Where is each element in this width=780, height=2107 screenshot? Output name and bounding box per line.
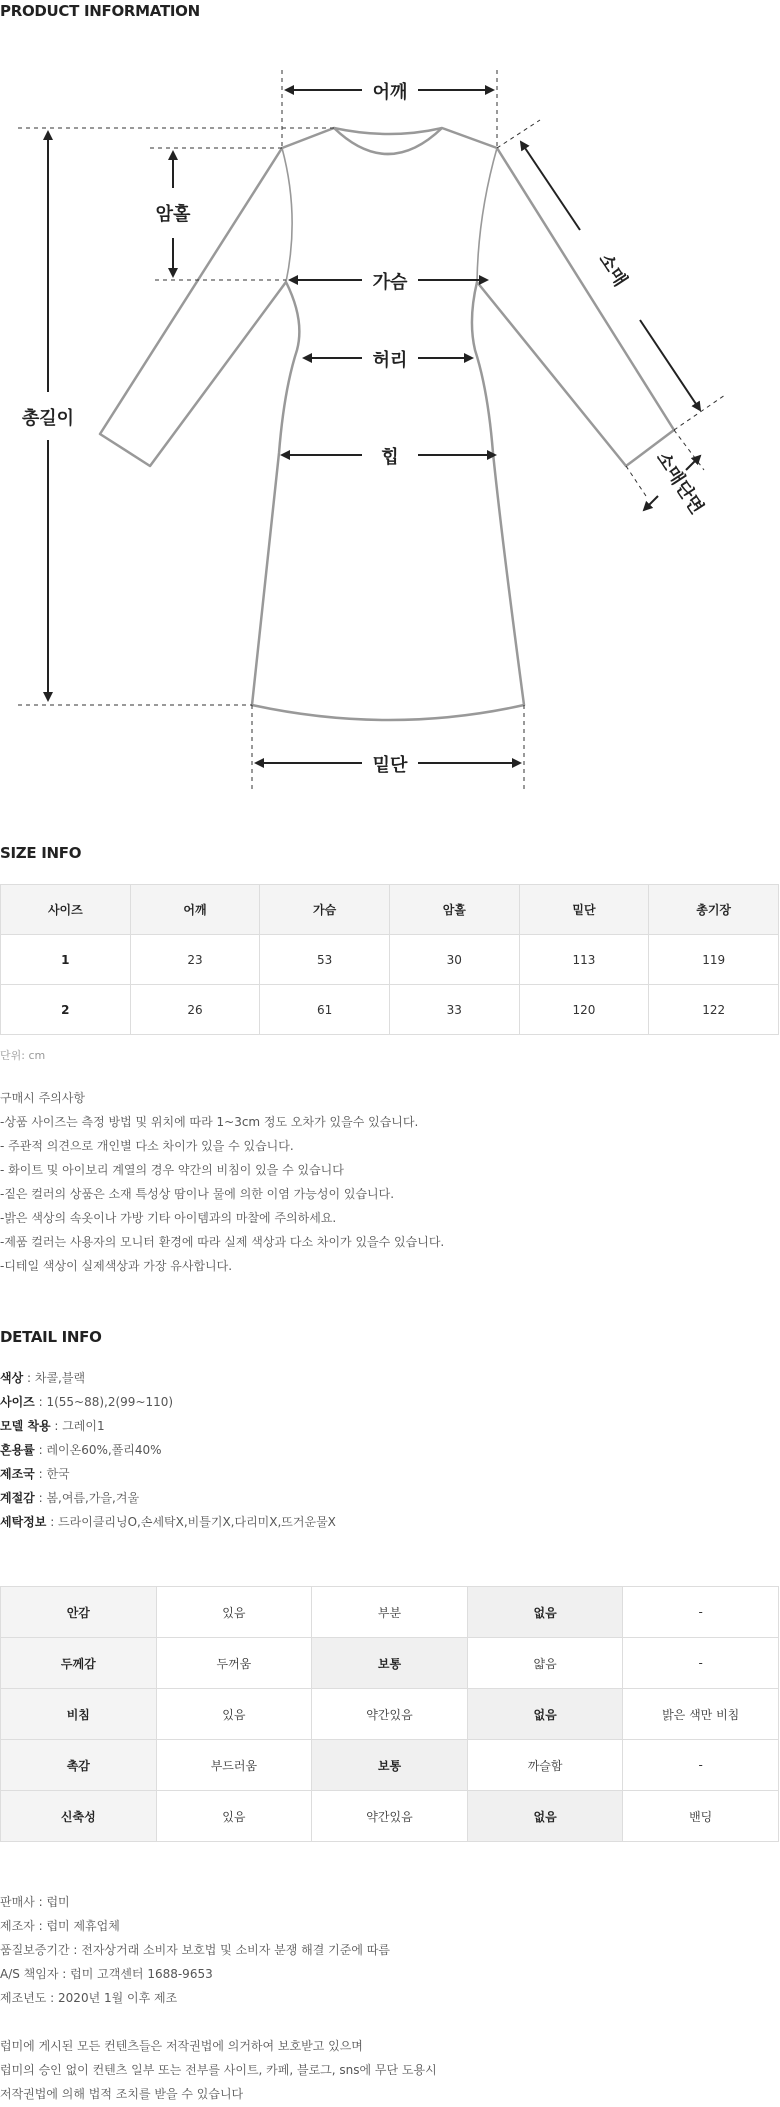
- shoulder-label: 어깨: [372, 82, 408, 103]
- detail-option-selected: 없음: [467, 1791, 623, 1842]
- size-cell: 2: [1, 985, 131, 1035]
- detail-option: -: [623, 1740, 779, 1791]
- seller-info: [0, 1890, 390, 2010]
- unit-note: 단위: cm: [0, 1049, 46, 1062]
- detail-option: 까슬함: [467, 1740, 623, 1791]
- note-line: -디테일 색상이 실제색상과 가장 유사합니다.: [0, 1259, 233, 1273]
- size-table-header-cell: 밑단: [519, 885, 649, 935]
- note-line: -제품 컬러는 사용자의 모니터 환경에 따라 실제 색상과 다소 차이가 있을수 있습니다.: [0, 1235, 445, 1249]
- size-table-header-cell: 어깨: [130, 885, 260, 935]
- detail-item: [0, 1414, 336, 1438]
- detail-option: 밴딩: [623, 1791, 779, 1842]
- table-row: [1, 1791, 779, 1842]
- size-cell: 61: [260, 985, 390, 1035]
- size-cell: 26: [130, 985, 260, 1035]
- detail-row-header: 촉감: [1, 1740, 157, 1791]
- size-table-header-cell: 가슴: [260, 885, 390, 935]
- size-cell: 23: [130, 935, 260, 985]
- detail-option: 부분: [312, 1587, 468, 1638]
- detail-info-list: [0, 1366, 336, 1534]
- note-line: 구매시 주의사항: [0, 1091, 85, 1105]
- size-table-header-cell: 총기장: [649, 885, 779, 935]
- table-row: [1, 1689, 779, 1740]
- seller-line: 판매사 : 럽미: [0, 1895, 70, 1909]
- detail-item: [0, 1462, 336, 1486]
- detail-option-selected: 없음: [467, 1689, 623, 1740]
- seller-line: 제조년도 : 2020년 1월 이후 제조: [0, 1991, 178, 2005]
- size-table-header-cell: 사이즈: [1, 885, 131, 935]
- seller-line: 품질보증기간 : 전자상거래 소비자 보호법 및 소비자 분쟁 해결 기준에 따름: [0, 1943, 390, 1957]
- detail-item: [0, 1486, 336, 1510]
- detail-option: 밝은 색만 비침: [623, 1689, 779, 1740]
- detail-value: : 봄,여름,가을,겨울: [34, 1491, 140, 1505]
- guide-lines: [18, 70, 725, 790]
- product-information-heading: PRODUCT INFORMATION: [0, 2, 200, 20]
- size-cell: 53: [260, 935, 390, 985]
- table-row: [1, 935, 779, 985]
- detail-label: 색상: [0, 1371, 24, 1385]
- detail-value: : 드라이클리닝O,손세탁X,비틀기X,다리미X,뜨거운물X: [46, 1515, 336, 1529]
- note-line: -상품 사이즈는 측정 방법 및 위치에 따라 1~3cm 정도 오차가 있을수 있습니다.: [0, 1115, 419, 1129]
- table-row: [1, 1638, 779, 1689]
- detail-label: 모델 착용: [0, 1419, 51, 1433]
- measurement-arrows: [48, 90, 700, 763]
- detail-option-selected: 보통: [312, 1740, 468, 1791]
- copyright-notice: [0, 2034, 437, 2106]
- detail-item: [0, 1366, 336, 1390]
- detail-option-selected: 없음: [467, 1587, 623, 1638]
- size-cell: 120: [519, 985, 649, 1035]
- fabric-detail-table: [0, 1586, 779, 1842]
- detail-row-header: 신축성: [1, 1791, 157, 1842]
- detail-value: : 그레이1: [50, 1419, 105, 1433]
- size-cell: 122: [649, 985, 779, 1035]
- detail-item: [0, 1438, 336, 1462]
- note-line: - 주관적 의견으로 개인별 다소 차이가 있을 수 있습니다.: [0, 1139, 294, 1153]
- size-info-heading: SIZE INFO: [0, 844, 82, 862]
- copyright-line: 럽미의 승인 없이 컨텐츠 일부 또는 전부를 사이트, 카페, 블로그, sns에 무단 도용시: [0, 2063, 437, 2077]
- detail-info-heading: DETAIL INFO: [0, 1328, 102, 1346]
- total-length-label: 총길이: [21, 408, 75, 429]
- detail-option: 두꺼움: [156, 1638, 312, 1689]
- waist-label: 허리: [372, 350, 408, 371]
- detail-option-selected: 보통: [312, 1638, 468, 1689]
- purchase-notes: [0, 1086, 444, 1278]
- seller-line: 제조자 : 럽미 제휴업체: [0, 1919, 120, 1933]
- size-table-header-cell: 암홀: [389, 885, 519, 935]
- detail-option: -: [623, 1638, 779, 1689]
- copyright-line: 저작권법에 의해 법적 조치를 받을 수 있습니다: [0, 2087, 244, 2101]
- detail-label: 제조국: [0, 1467, 35, 1481]
- size-cell: 119: [649, 935, 779, 985]
- table-row: [1, 985, 779, 1035]
- detail-option: -: [623, 1587, 779, 1638]
- detail-option: 있음: [156, 1689, 312, 1740]
- sleeve-cuff-label: 소매단면: [651, 448, 708, 518]
- note-line: -짙은 컬러의 상품은 소재 특성상 땀이나 물에 의한 이염 가능성이 있습니다.: [0, 1187, 395, 1201]
- size-cell: 33: [389, 985, 519, 1035]
- seller-line: A/S 책임자 : 럽미 고객센터 1688-9653: [0, 1967, 213, 1981]
- detail-value: : 1(55~88),2(99~110): [34, 1395, 174, 1409]
- hem-label: 밑단: [372, 755, 408, 776]
- detail-item: [0, 1390, 336, 1414]
- detail-row-header: 안감: [1, 1587, 157, 1638]
- detail-option: 약간있음: [312, 1791, 468, 1842]
- detail-option: 부드러움: [156, 1740, 312, 1791]
- detail-label: 계절감: [0, 1491, 35, 1505]
- detail-value: : 차콜,블랙: [23, 1371, 86, 1385]
- detail-option: 얇음: [467, 1638, 623, 1689]
- detail-option: 있음: [156, 1791, 312, 1842]
- note-line: -밝은 색상의 속옷이나 가방 기타 아이템과의 마찰에 주의하세요.: [0, 1211, 337, 1225]
- size-table-header-row: [1, 885, 779, 935]
- hip-label: 힙: [381, 447, 399, 468]
- sleeve-label: 소매: [594, 249, 631, 291]
- detail-label: 혼용률: [0, 1443, 35, 1457]
- detail-label: 세탁정보: [0, 1515, 47, 1529]
- detail-option: 약간있음: [312, 1689, 468, 1740]
- note-line: - 화이트 및 아이보리 계열의 경우 약간의 비침이 있을 수 있습니다: [0, 1163, 344, 1177]
- copyright-line: 럽미에 게시된 모든 컨텐츠들은 저작권법에 의거하여 보호받고 있으며: [0, 2039, 363, 2053]
- detail-label: 사이즈: [0, 1395, 35, 1409]
- size-cell: 113: [519, 935, 649, 985]
- detail-row-header: 비침: [1, 1689, 157, 1740]
- chest-label: 가슴: [372, 272, 408, 293]
- detail-value: : 한국: [34, 1467, 70, 1481]
- dress-measurement-diagram: [0, 30, 780, 800]
- size-cell: 30: [389, 935, 519, 985]
- table-row: [1, 1587, 779, 1638]
- detail-row-header: 두께감: [1, 1638, 157, 1689]
- table-row: [1, 1740, 779, 1791]
- size-cell: 1: [1, 935, 131, 985]
- size-table: [0, 884, 779, 1035]
- armhole-label: 암홀: [155, 204, 191, 225]
- detail-item: [0, 1510, 336, 1534]
- detail-value: : 레이온60%,폴리40%: [34, 1443, 162, 1457]
- detail-option: 있음: [156, 1587, 312, 1638]
